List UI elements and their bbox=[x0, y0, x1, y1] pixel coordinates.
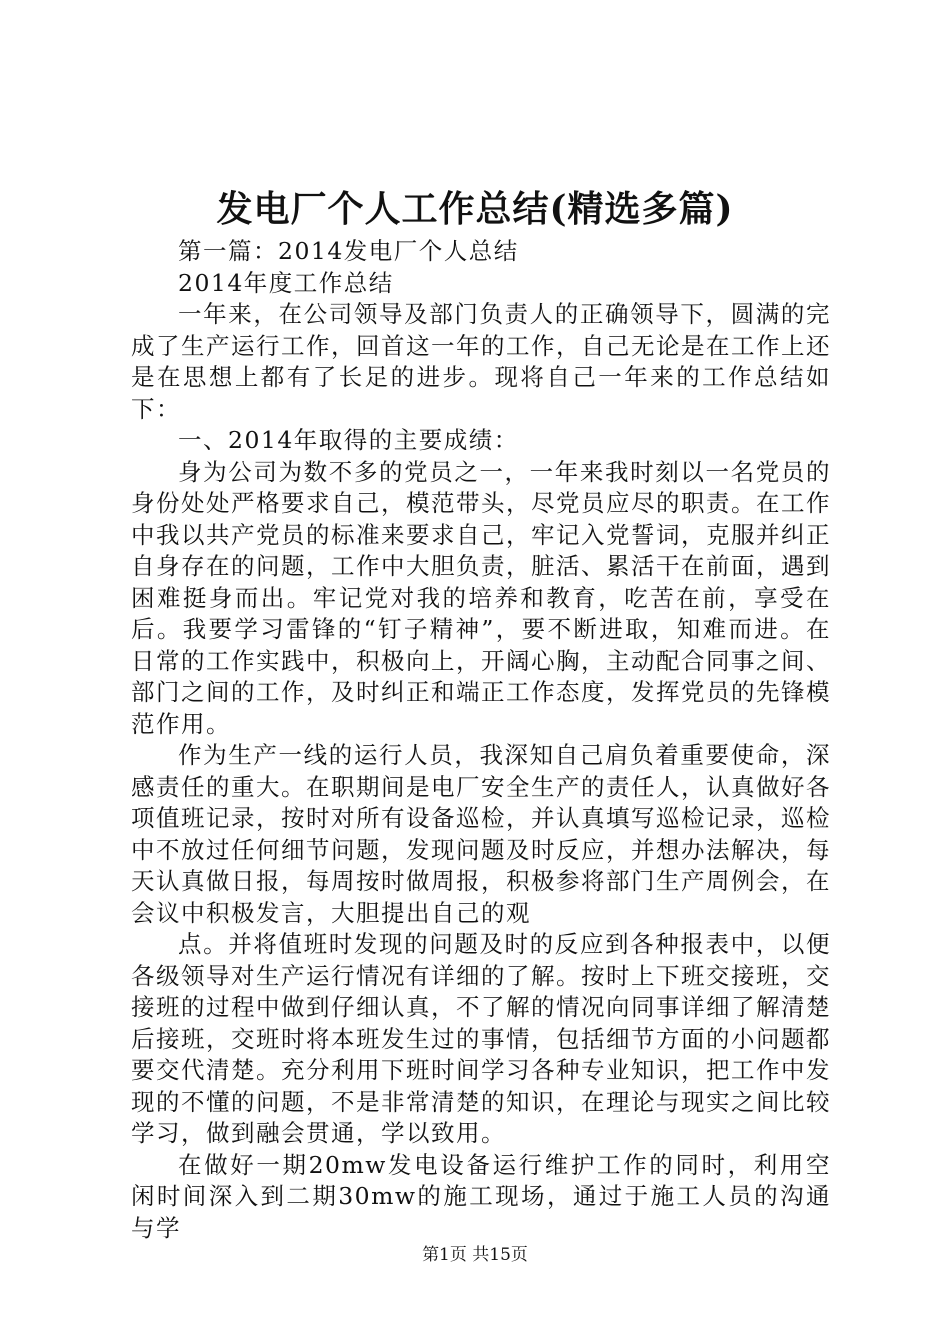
paragraph: 点。并将值班时发现的问题及时的反应到各种报表中，以便各级领导对生产运行情况有详细的了解。按时上下班交接班，交接班的过程中做到仔细认真，不了解的情况向同事详细了解清楚后接班，交班时将本班发生过的事情，包括细节方面的小问题都要交代清楚。充分利用下班时间学习各种专业知识，把工作中发现的不懂的问题，不是非常清楚的知识，在理论与现实之间比较学习，做到融会贯通，学以致用。 bbox=[131, 930, 831, 1147]
paragraph: 身为公司为数不多的党员之一，一年来我时刻以一名党员的身份处处严格要求自己，模范带头，尽党员应尽的职责。在工作中我以共产党员的标准来要求自己，牢记入党誓词，克服并纠正自身存在的问题，工作中大胆负责，脏活、累活干在前面，遇到困难挺身而出。牢记党对我的培养和教育，吃苦在前，享受在后。我要学习雷锋的“钉子精神”，要不断进取，知难而进。在日常的工作实践中，积极向上，开阔心胸，主动配合同事之间、部门之间的工作，及时纠正和端正工作态度，发挥党员的先锋模范作用。 bbox=[131, 457, 831, 738]
paragraph: 在做好一期20mw发电设备运行维护工作的同时，利用空闲时间深入到二期30mw的施工现场，通过于施工人员的沟通与学 bbox=[131, 1150, 831, 1242]
document-body bbox=[131, 236, 831, 1244]
section-heading: 一、2014年取得的主要成绩： bbox=[178, 426, 519, 454]
subtitle: 2014年度工作总结 bbox=[178, 268, 394, 297]
page-number-footer: 第1页 共15页 bbox=[422, 1245, 528, 1265]
section-heading: 第一篇：2014发电厂个人总结 bbox=[178, 237, 519, 265]
paragraph: 作为生产一线的运行人员，我深知自己肩负着重要使命，深感责任的重大。在职期间是电厂安全生产的责任人，认真做好各项值班记录，按时对所有设备巡检，并认真填写巡检记录，巡检中不放过任何细节问题，发现问题及时反应，并想办法解决，每天认真做日报，每周按时做周报，积极参将部门生产周例会，在会议中积极发言，大胆提出自己的观 bbox=[131, 741, 831, 927]
paragraph: 一年来，在公司领导及部门负责人的正确领导下，圆满的完成了生产运行工作，回首这一年的工作，自己无论是在工作上还是在思想上都有了长足的进步。现将自己一年来的工作总结如下： bbox=[131, 300, 831, 423]
document-title: 发电厂个人工作总结(精选多篇) bbox=[216, 188, 734, 230]
